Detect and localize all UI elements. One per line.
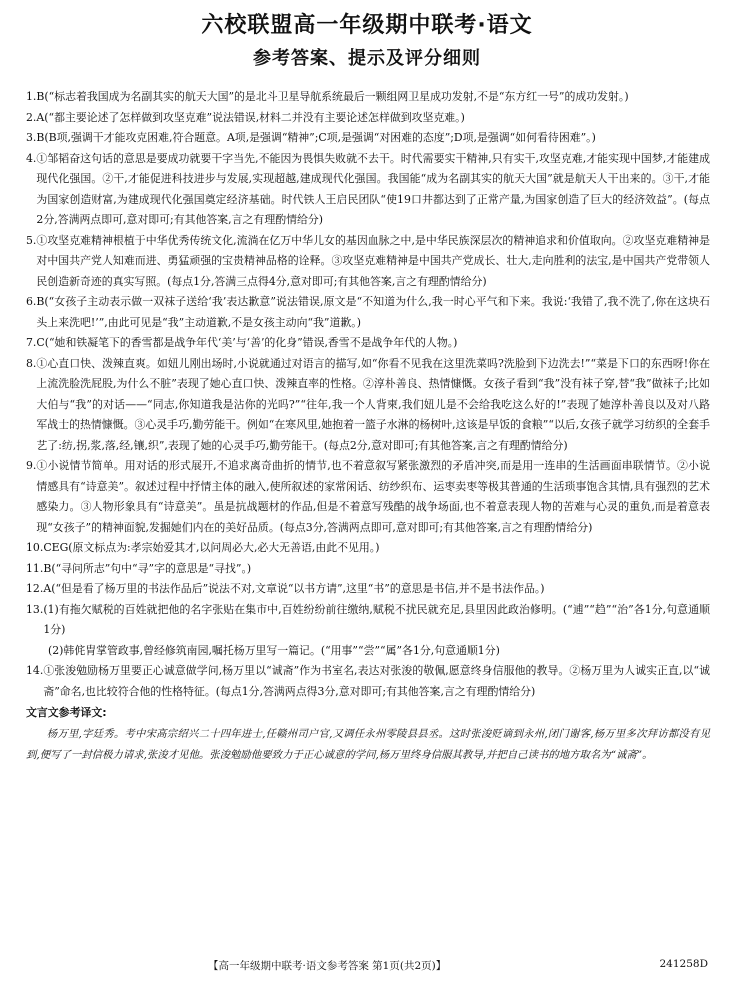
answer-text: B(B项,强调干才能攻克困难,符合题意。A项,是强调“精神”;C项,是强调“对困难的态度”;D项,是强调“如何看待困难”。)	[36, 131, 596, 144]
answer-text: B(“标志着我国成为名副其实的航天大国”的是北斗卫星导航系统最后一颗组网卫星成功发射,不是“东方红一号”的成功发射。)	[36, 90, 629, 103]
answer-number: 7.	[26, 336, 37, 349]
answer-item	[26, 87, 710, 108]
answer-number: 14.	[26, 664, 44, 677]
answer-item	[26, 292, 710, 333]
answer-item	[26, 456, 710, 538]
page-subtitle: 参考答案、提示及评分细则	[253, 48, 481, 69]
answer-item	[26, 128, 710, 149]
answer-number: 4.	[26, 151, 37, 165]
answer-text: ①张浚勉励杨万里要正心诚意做学问,杨万里以“诚斋”作为书室名,表达对张浚的敬佩,愿意终身信服他的教导。②杨万里为人诚实正直,以“诚斋”命名,也比较符合他的性格特征。(每点1分,答满两点得3分,意对即可;有其他答案,言之有理酌情给分)	[43, 664, 710, 698]
answer-text: C(“她和铁凝笔下的香雪都是战争年代‘美’与‘善’的化身”错误,香雪不是战争年代的人物。)	[36, 336, 458, 349]
answer-number: 5.	[26, 233, 37, 247]
answer-number: 9.	[26, 459, 37, 472]
answer-number: 2.	[26, 110, 37, 124]
answer-text: ①攻坚克难精神根植于中华优秀传统文化,流淌在亿万中华儿女的基因血脉之中,是中华民族深层次的精神追求和价值取向。②攻坚克难精神是对中国共产党人知难而进、勇猛顽强的宝贵精神品格的诠释。③攻坚克难精神是中国共产党成长、壮大,走向胜利的法宝,是中国共产党带领人民创造新奇迹的真实写照。(每点1分,答满三点得4分,意对即可;有其他答案,言之有理酌情给分)	[36, 233, 710, 288]
answer-text: (1)有拖欠赋税的百姓就把他的名字张贴在集市中,百姓纷纷前往缴纳,赋税不扰民就充足,县里因此政治修明。(“逋”“趋”“治”各1分,句意通顺1分)	[43, 602, 710, 636]
answer-item	[26, 661, 710, 702]
answer-item	[26, 108, 710, 129]
answer-item	[26, 354, 710, 457]
answer-text: ①小说情节简单。用对话的形式展开,不追求离奇曲折的情节,也不着意叙写紧张激烈的矛盾冲突,而是用一连串的生活画面串联情节。②小说情感具有“诗意美”。叙述过程中抒情主体的融入,使所叙述的家常闲话、纺纱织布、运枣卖枣等极其普通的生活琐事饱含其情,具有强烈的艺术感染力。③人物形象具有“诗意美”。虽是抗战题材的作品,但是不着意写残酷的战争场面,也不着意表现人物的苦难与心灵的重负,而是着意表现“女孩子”的精神面貌,发掘她们内在的美好品质。(每点3分,答满两点即可,意对即可;有其他答案,言之有理酌情给分)	[36, 459, 710, 534]
answer-text: B(“寻问所志”句中“寻”字的意思是“寻找”。)	[43, 561, 252, 575]
page-title: 六校联盟高一年级期中联考·语文	[201, 13, 533, 38]
answer-item	[26, 559, 710, 580]
answer-text: ①邹韬奋这句话的意思是要成功就要干字当先,不能因为畏惧失败就不去干。时代需要实干精神,只有实干,攻坚克难,才能实现中国梦,才能建成现代化强国。②干,才能促进科技进步与发展,实现超越,建成现代化强国。我国能“成为名副其实的航天大国”就是航天人干出来的。③干,才能为国家创造财富,为建成现代化强国奠定经济基础。时代铁人王启民团队“使19口井都达到了正常产量,为国家创造了巨大的经济效益”。(每点2分,答满两点即可,意对即可;有其他答案,言之有理酌情给分)	[36, 151, 710, 226]
answer-text: B(“女孩子主动表示做一双袜子送给‘我’表达歉意”说法错误,原文是“不知道为什么,我一时心平气和下来。我说:‘我错了,我不洗了,你在这块石头上来洗吧!’”,由此可见是“我”主动道歉,不是女孩主动向“我”道歉。)	[36, 295, 710, 329]
answer-text: A(“但是看了杨万里的书法作品后”说法不对,文章说“以书方请”,这里“书”的意思是书信,并不是书法作品。)	[43, 582, 545, 595]
answer-subitem: (2)韩侂胄掌管政事,曾经修筑南园,嘱托杨万里写一篇记。(“用事”“尝”“属”各1分,句意通顺1分)	[48, 643, 500, 657]
answer-number: 13.	[26, 602, 44, 616]
answer-text: A(“都主要论述了怎样做到攻坚克难”说法错误,材料二并没有主要论述怎样做到攻坚克难。)	[36, 110, 465, 124]
answer-text: CEG(原文标点为:孝宗始爱其才,以问周必大,必大无善语,由此不见用。)	[43, 541, 380, 554]
footer-code: 241258D	[659, 958, 708, 970]
footer-page-info: 【高一年级期中联考·语文参考答案 第1页(共2页)】	[208, 960, 447, 972]
answer-number: 8.	[26, 356, 37, 370]
answer-number: 3.	[26, 131, 37, 144]
answer-list	[26, 87, 710, 766]
answer-item	[26, 149, 710, 231]
answer-number: 11.	[26, 561, 44, 575]
answer-item	[26, 538, 710, 559]
answer-number: 1.	[26, 90, 37, 103]
answer-number: 6.	[26, 295, 37, 308]
translation-heading: 文言文参考译文:	[26, 706, 107, 719]
answer-item	[26, 579, 710, 600]
answer-number: 10.	[26, 541, 44, 554]
answer-item	[26, 600, 710, 641]
answer-number: 12.	[26, 582, 44, 595]
answer-text: ①心直口快、泼辣直爽。如妞儿刚出场时,小说就通过对语言的描写,如“你看不见我在这里洗菜吗?洗脸到下边洗去!”“菜是下口的东西呀!你在上流洗脸洗屁股,为什么不脏”表现了她心直口快、泼辣直率的性格。②淳朴善良、热情慷慨。女孩子看到“我”没有袜子穿,替“我”做袜子;比如大伯与“我”的对话——“同志,你知道我是沾你的光吗?”“往年,我一个人背柬,我们妞儿是不会给我吃这么好的!”表现了她淳朴善良以及对八路军战士的热情慷慨。③心灵手巧,勤劳能干。例如“在寒风里,她抱着一篮子水淋的杨树叶,这该是早饭的食粮”“以后,女孩子就学习纺织的全套手艺了:纺,拐,浆,落,经,镶,织”,表现了她的心灵手巧,勤劳能干。(每点2分,意对即可;有其他答案,言之有理酌情给分)	[36, 356, 710, 452]
translation-text: 杨万里,字廷秀。考中宋高宗绍兴二十四年进士,任赣州司户官,又调任永州零陵县县丞。这时张浚贬谪到永州,闭门谢客,杨万里多次拜访都没有见到,便写了一封信极力请求,张浚才见他。张浚勉励他要致力于正心诚意的学问,杨万里终身信服其教导,并把自己读书的地方取名为“诚斋”。	[26, 727, 710, 761]
answer-item	[26, 231, 710, 293]
answer-item	[26, 333, 710, 354]
